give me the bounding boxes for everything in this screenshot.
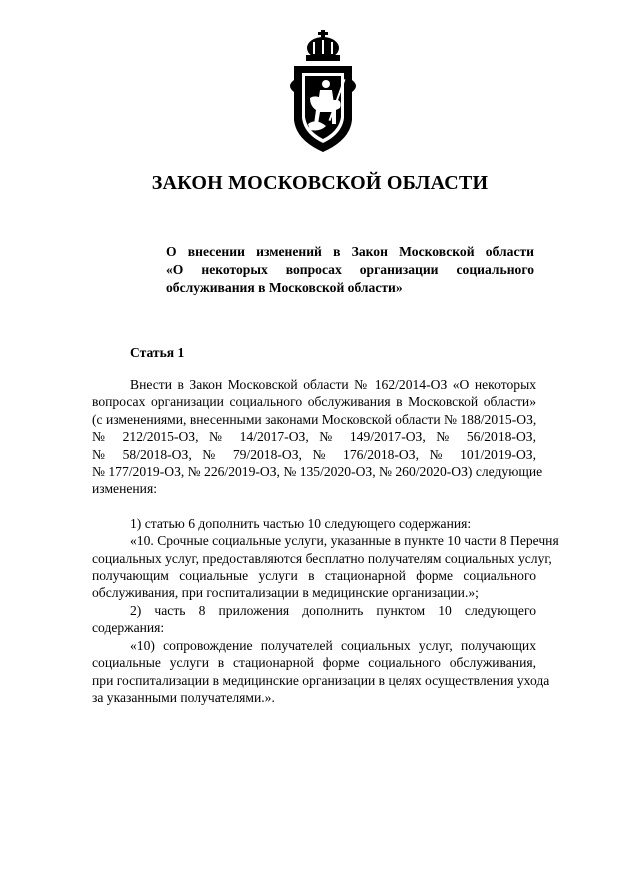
text-line: Внести в Закон Московской области № 162/2014-ОЗ «О некоторых <box>130 377 536 392</box>
moscow-oblast-coat-of-arms-icon <box>280 28 366 158</box>
intro-paragraph <box>92 376 543 498</box>
text-line: «10) сопровождение получателей социальных услуг, получающих <box>130 637 536 653</box>
law-title: ЗАКОН МОСКОВСКОЙ ОБЛАСТИ <box>151 172 489 194</box>
text-line: № 58/2018-ОЗ, № 79/2018-ОЗ, № 176/2018-ОЗ, № 101/2019-ОЗ, <box>92 446 536 462</box>
text-line: обслуживания, при госпитализации в медицинские организации.»; <box>92 585 479 601</box>
article-body <box>92 376 559 706</box>
text-line: социальные услуги в стационарной форме социального обслуживания, <box>92 655 536 671</box>
subtitle-line: О внесении изменений в Закон Московской области <box>166 244 534 259</box>
text-line: (с изменениями, внесенными законами Московской области № 188/2015-ОЗ, <box>92 411 537 427</box>
text-line: за указанными получателями.». <box>92 689 275 705</box>
text-line: при госпитализации в медицинские организации в целях осуществления ухода <box>92 672 550 688</box>
item-1-quote <box>92 532 559 602</box>
text-line: социальных услуг, предоставляются бесплатно получателям социальных услуг, <box>92 550 552 566</box>
text-line: получающим социальные услуги в стационарной форме социального <box>92 568 536 584</box>
item-1: 1) статью 6 дополнить частью 10 следующего содержания: <box>130 515 472 531</box>
law-subtitle <box>166 243 534 297</box>
text-line: № 212/2015-ОЗ, № 14/2017-ОЗ, № 149/2017-ОЗ, № 56/2018-ОЗ, <box>92 429 536 445</box>
text-line: вопросах организации социального обслуживания в Московской области» <box>92 394 536 410</box>
subtitle-line: обслуживания в Московской области» <box>166 280 403 295</box>
subtitle-line: «О некоторых вопросах организации социального <box>166 262 534 277</box>
text-line: изменения: <box>92 481 157 497</box>
item-2: 2) часть 8 приложения дополнить пунктом 10 следующего содержания: <box>92 602 536 636</box>
text-line: № 177/2019-ОЗ, № 226/2019-ОЗ, № 135/2020-ОЗ, № 260/2020-ОЗ) следующие <box>92 464 543 480</box>
text-line: «10. Срочные социальные услуги, указанные в пункте 10 части 8 Перечня <box>130 533 559 549</box>
article-heading: Статья 1 <box>130 345 185 360</box>
item-2-quote <box>92 637 550 707</box>
